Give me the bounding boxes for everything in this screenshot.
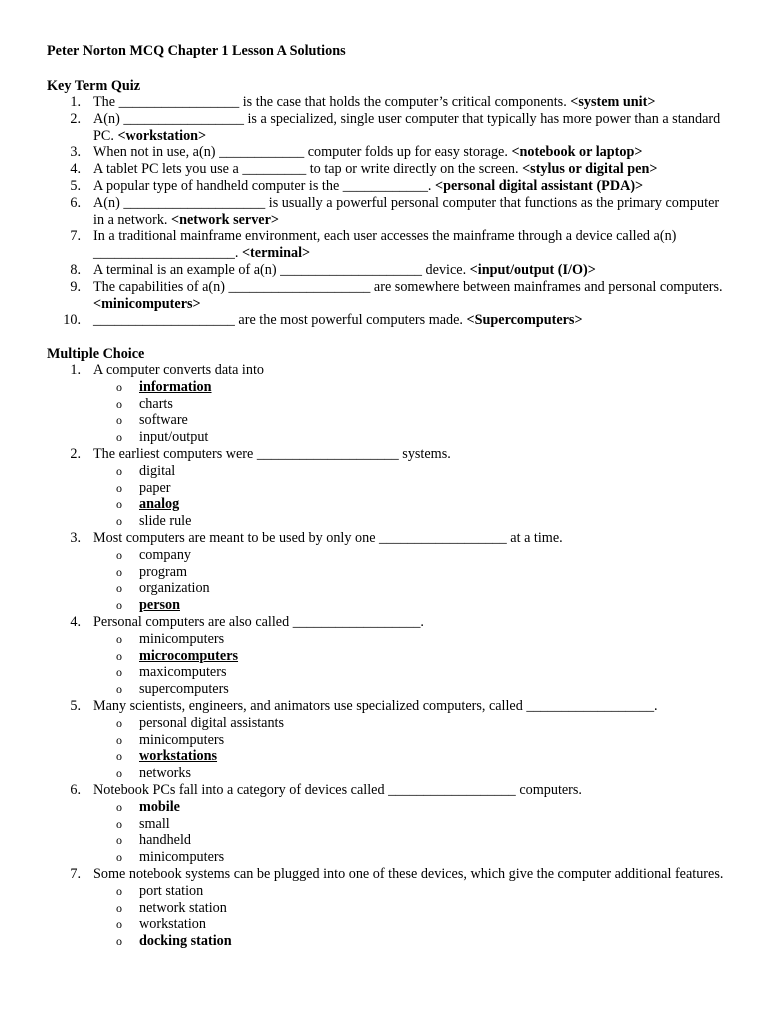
- correct-option-label: mobile: [139, 798, 180, 815]
- item-number: 3.: [70, 144, 81, 161]
- answer-option: [0, 580, 768, 597]
- question-text: Many scientists, engineers, and animators use specialized computers, called __________________.: [93, 697, 658, 714]
- item-text: A popular type of handheld computer is the ____________.: [93, 177, 436, 194]
- bullet-icon: o: [116, 598, 122, 613]
- question-item: [0, 782, 768, 866]
- item-number: 7.: [70, 865, 81, 882]
- question-text: A computer converts data into: [93, 362, 264, 378]
- answer-text: <input/output (I/O)>: [469, 261, 596, 278]
- option-label: digital: [139, 462, 176, 479]
- bullet-icon: o: [116, 682, 122, 697]
- option-label: networks: [139, 765, 192, 782]
- bullet-icon: o: [116, 480, 122, 495]
- option-label: port station: [139, 882, 204, 899]
- question-stem: [0, 782, 729, 799]
- question-stem: [0, 614, 729, 631]
- key-term-item: [0, 94, 729, 111]
- bullet-icon: o: [116, 396, 122, 411]
- option-label: paper: [139, 479, 171, 496]
- item-number: 3.: [70, 529, 81, 546]
- bullet-icon: o: [116, 648, 122, 663]
- key-term-item: [0, 279, 729, 313]
- question-item: [0, 362, 768, 446]
- item-number: 5.: [70, 177, 81, 194]
- option-label: slide rule: [139, 513, 192, 530]
- key-term-item: [0, 312, 729, 329]
- item-number: 1.: [70, 94, 81, 110]
- item-number: 2.: [70, 445, 81, 462]
- option-label: minicomputers: [139, 731, 225, 748]
- answer-option: [0, 513, 768, 530]
- bullet-icon: o: [116, 497, 122, 512]
- bullet-icon: o: [116, 883, 122, 898]
- question-stem: [0, 446, 729, 463]
- item-number: 9.: [70, 278, 81, 295]
- multiple-choice-list: [0, 362, 768, 950]
- answer-option: [0, 883, 768, 900]
- question-item: [0, 446, 768, 530]
- key-term-list: [0, 94, 768, 329]
- answer-option: [0, 396, 768, 413]
- answer-option: [0, 933, 768, 950]
- question-text: Personal computers are also called __________________.: [93, 613, 424, 630]
- item-text: The capabilities of a(n) ____________________ are somewhere between mainframes and personal computers.: [93, 278, 723, 295]
- question-stem: [0, 866, 729, 883]
- question-text: Notebook PCs fall into a category of devices called __________________ computers.: [93, 781, 582, 798]
- option-label: company: [139, 546, 192, 563]
- item-number: 7.: [70, 228, 81, 245]
- answer-text: <network server>: [171, 211, 279, 228]
- key-term-item: [0, 178, 729, 195]
- key-term-item: [0, 228, 729, 262]
- option-label: handheld: [139, 832, 192, 849]
- item-text: A terminal is an example of a(n) ____________________ device.: [93, 261, 470, 278]
- question-item: [0, 530, 768, 614]
- bullet-icon: o: [116, 413, 122, 428]
- bullet-icon: o: [116, 379, 122, 394]
- answer-text: <workstation>: [117, 127, 207, 144]
- answer-text: <Supercomputers>: [466, 312, 583, 329]
- option-label: workstation: [139, 916, 206, 933]
- bullet-icon: o: [116, 463, 122, 478]
- option-label: software: [139, 412, 188, 429]
- question-item: [0, 614, 768, 698]
- answer-option: [0, 900, 768, 917]
- answer-option: [0, 748, 768, 765]
- option-label: supercomputers: [139, 681, 229, 698]
- question-item: [0, 866, 768, 950]
- answer-option: [0, 412, 768, 429]
- answer-option: [0, 463, 768, 480]
- bullet-icon: o: [116, 547, 122, 562]
- answer-option: [0, 765, 768, 782]
- question-stem: [0, 698, 729, 715]
- answer-text: <stylus or digital pen>: [522, 161, 658, 178]
- bullet-icon: o: [116, 900, 122, 915]
- option-label: input/output: [139, 429, 209, 446]
- key-term-item: [0, 111, 729, 145]
- bullet-icon: o: [116, 799, 122, 814]
- answer-option: [0, 799, 768, 816]
- item-text: The _________________ is the case that holds the computer’s critical components.: [93, 94, 571, 110]
- answer-option: [0, 648, 768, 665]
- option-label: program: [139, 563, 188, 580]
- item-number: 8.: [70, 261, 81, 278]
- key-term-item: [0, 144, 729, 161]
- question-text: Some notebook systems can be plugged into one of these devices, which give the computer additional features.: [93, 865, 724, 882]
- correct-option-label: docking station: [139, 933, 232, 950]
- bullet-icon: o: [116, 715, 122, 730]
- answer-option: [0, 664, 768, 681]
- question-stem: [0, 362, 729, 379]
- question-text: The earliest computers were ____________________ systems.: [93, 445, 451, 462]
- item-text: ____________________ are the most powerful computers made.: [93, 312, 467, 329]
- key-term-item: [0, 195, 729, 229]
- correct-option-label: information: [139, 378, 212, 395]
- item-text: A(n) ____________________ is usually a powerful personal computer that functions as the primary computer in a network.: [93, 194, 720, 228]
- bullet-icon: o: [116, 934, 122, 949]
- bullet-icon: o: [116, 581, 122, 596]
- item-number: 5.: [70, 697, 81, 714]
- answer-option: [0, 849, 768, 866]
- question-item: [0, 698, 768, 782]
- answer-option: [0, 681, 768, 698]
- bullet-icon: o: [116, 430, 122, 445]
- answer-option: [0, 496, 768, 513]
- answer-text: <notebook or laptop>: [511, 144, 643, 161]
- bullet-icon: o: [116, 514, 122, 529]
- bullet-icon: o: [116, 665, 122, 680]
- bullet-icon: o: [116, 816, 122, 831]
- item-number: 2.: [70, 110, 81, 127]
- option-label: charts: [139, 395, 173, 412]
- key-term-heading: Key Term Quiz: [47, 78, 141, 94]
- item-number: 6.: [70, 194, 81, 211]
- bullet-icon: o: [116, 631, 122, 646]
- item-number: 4.: [70, 161, 81, 178]
- item-number: 1.: [70, 362, 81, 378]
- page-title: Peter Norton MCQ Chapter 1 Lesson A Solutions: [47, 43, 346, 59]
- bullet-icon: o: [116, 732, 122, 747]
- key-term-item: [0, 262, 729, 279]
- answer-text: <minicomputers>: [93, 295, 201, 312]
- correct-option-label: microcomputers: [139, 647, 239, 664]
- correct-option-label: analog: [139, 496, 180, 513]
- item-number: 4.: [70, 613, 81, 630]
- bullet-icon: o: [116, 850, 122, 865]
- question-text: Most computers are meant to be used by only one __________________ at a time.: [93, 529, 563, 546]
- answer-option: [0, 429, 768, 446]
- answer-option: [0, 480, 768, 497]
- answer-option: [0, 379, 768, 396]
- bullet-icon: o: [116, 749, 122, 764]
- item-number: 10.: [63, 312, 81, 329]
- question-stem: [0, 530, 729, 547]
- correct-option-label: person: [139, 597, 180, 614]
- bullet-icon: o: [116, 564, 122, 579]
- item-text: In a traditional mainframe environment, each user accesses the mainframe through a device called a(n) ____________________.: [93, 228, 677, 262]
- answer-option: [0, 564, 768, 581]
- option-label: small: [139, 815, 170, 832]
- answer-option: [0, 816, 768, 833]
- item-text: A(n) _________________ is a specialized, single user computer that typically has more power than a standard PC.: [93, 110, 721, 144]
- bullet-icon: o: [116, 766, 122, 781]
- bullet-icon: o: [116, 917, 122, 932]
- option-label: maxicomputers: [139, 664, 227, 681]
- answer-option: [0, 916, 768, 933]
- option-label: network station: [139, 899, 227, 916]
- answer-option: [0, 732, 768, 749]
- option-label: minicomputers: [139, 849, 225, 866]
- answer-text: <terminal>: [241, 245, 311, 262]
- item-number: 6.: [70, 781, 81, 798]
- option-label: personal digital assistants: [139, 714, 285, 731]
- option-label: organization: [139, 580, 210, 597]
- multiple-choice-heading: Multiple Choice: [47, 346, 145, 362]
- item-text: A tablet PC lets you use a _________ to tap or write directly on the screen.: [93, 161, 523, 178]
- answer-option: [0, 715, 768, 732]
- correct-option-label: workstations: [139, 748, 218, 765]
- answer-text: <system unit>: [570, 94, 656, 110]
- answer-option: [0, 631, 768, 648]
- item-text: When not in use, a(n) ____________ computer folds up for easy storage.: [93, 144, 512, 161]
- answer-option: [0, 597, 768, 614]
- answer-option: [0, 547, 768, 564]
- key-term-item: [0, 161, 729, 178]
- answer-text: <personal digital assistant (PDA)>: [435, 177, 644, 194]
- answer-option: [0, 832, 768, 849]
- option-label: minicomputers: [139, 630, 225, 647]
- bullet-icon: o: [116, 833, 122, 848]
